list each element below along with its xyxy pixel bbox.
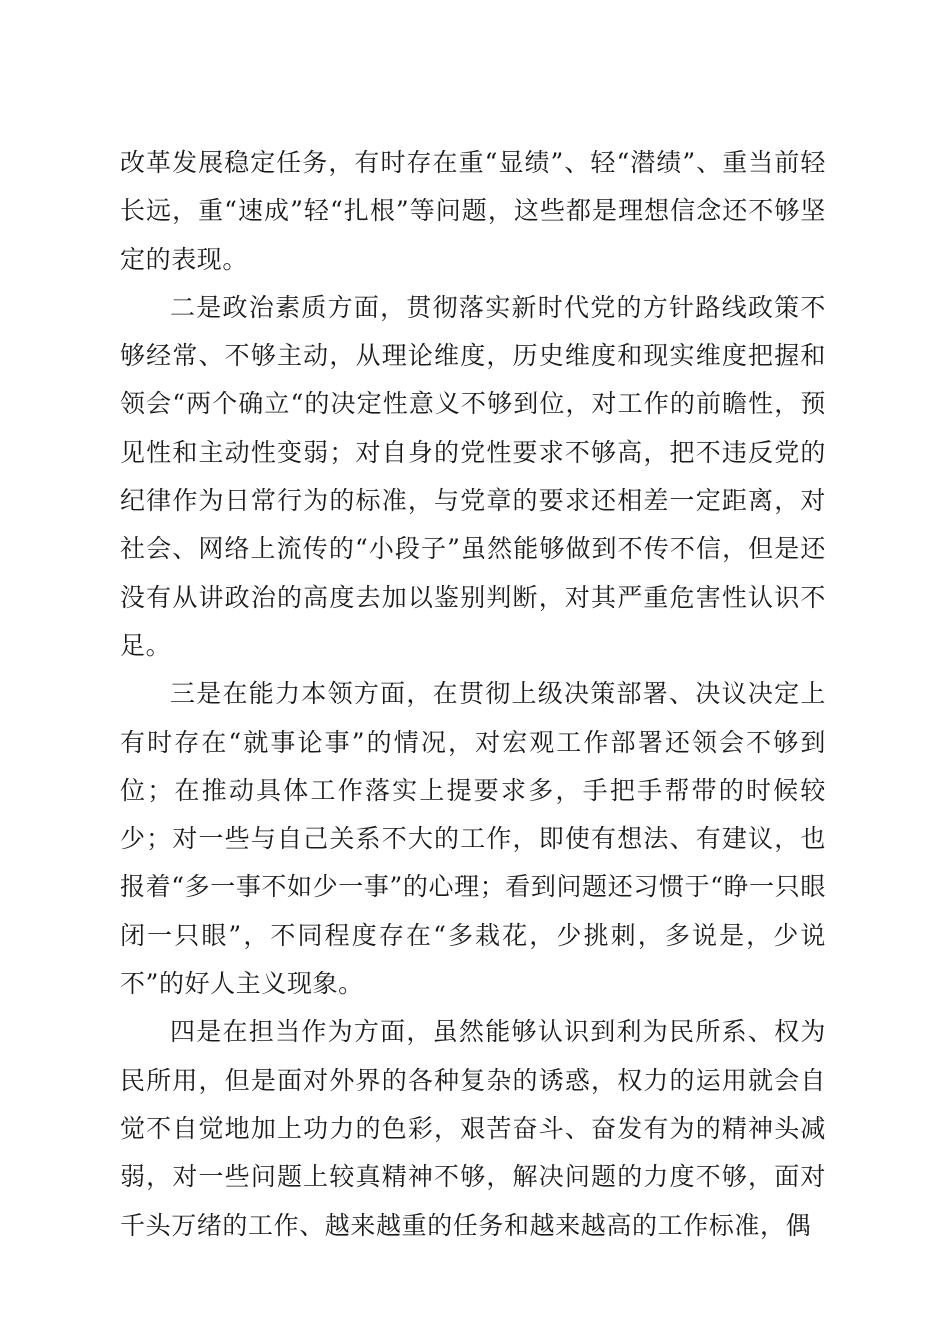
paragraph-continuation: 改革发展稳定任务，有时存在重“显绩”、轻“潜绩”、重当前轻长远，重“速成”轻“扎根”等问题，这些都是理想信念还不够坚定的表现。	[120, 148, 826, 274]
paragraph-ability: 三是在能力本领方面，在贯彻上级决策部署、决议决定上有时存在“就事论事”的情况，对宏观工作部署还领会不够到位；在推动具体工作落实上提要求多，手把手帮带的时候较少；对一些与自己关系不大的工作，即使有想法、有建议，也报着“多一事不如少一事”的心理；看到问题还习惯于“睁一只眼闭一只眼”，不同程度存在“多栽花，少挑刺，多说是，少说不”的好人主义现象。	[120, 679, 826, 999]
paragraph-political-quality: 二是政治素质方面，贯彻落实新时代党的方针路线政策不够经常、不够主动，从理论维度，历史维度和现实维度把握和领会“两个确立“的决定性意义不够到位，对工作的前瞻性，预见性和主动性变弱；对自身的党性要求不够高，把不违反党的纪律作为日常行为的标准，与党章的要求还相差一定距离，对社会、网络上流传的“小段子”虽然能够做到不传不信，但是还没有从讲政治的高度去加以鉴别判断，对其严重危害性认识不足。	[120, 292, 826, 660]
paragraph-responsibility: 四是在担当作为方面，虽然能够认识到利为民所系、权为民所用，但是面对外界的各种复杂的诱惑，权力的运用就会自觉不自觉地加上功力的色彩，艰苦奋斗、奋发有为的精神头减弱，对一些问题上较真精神不够，解决问题的力度不够，面对千头万绪的工作、越来越重的任务和越来越高的工作标准，偶	[120, 1017, 826, 1240]
document-body	[120, 139, 826, 1250]
